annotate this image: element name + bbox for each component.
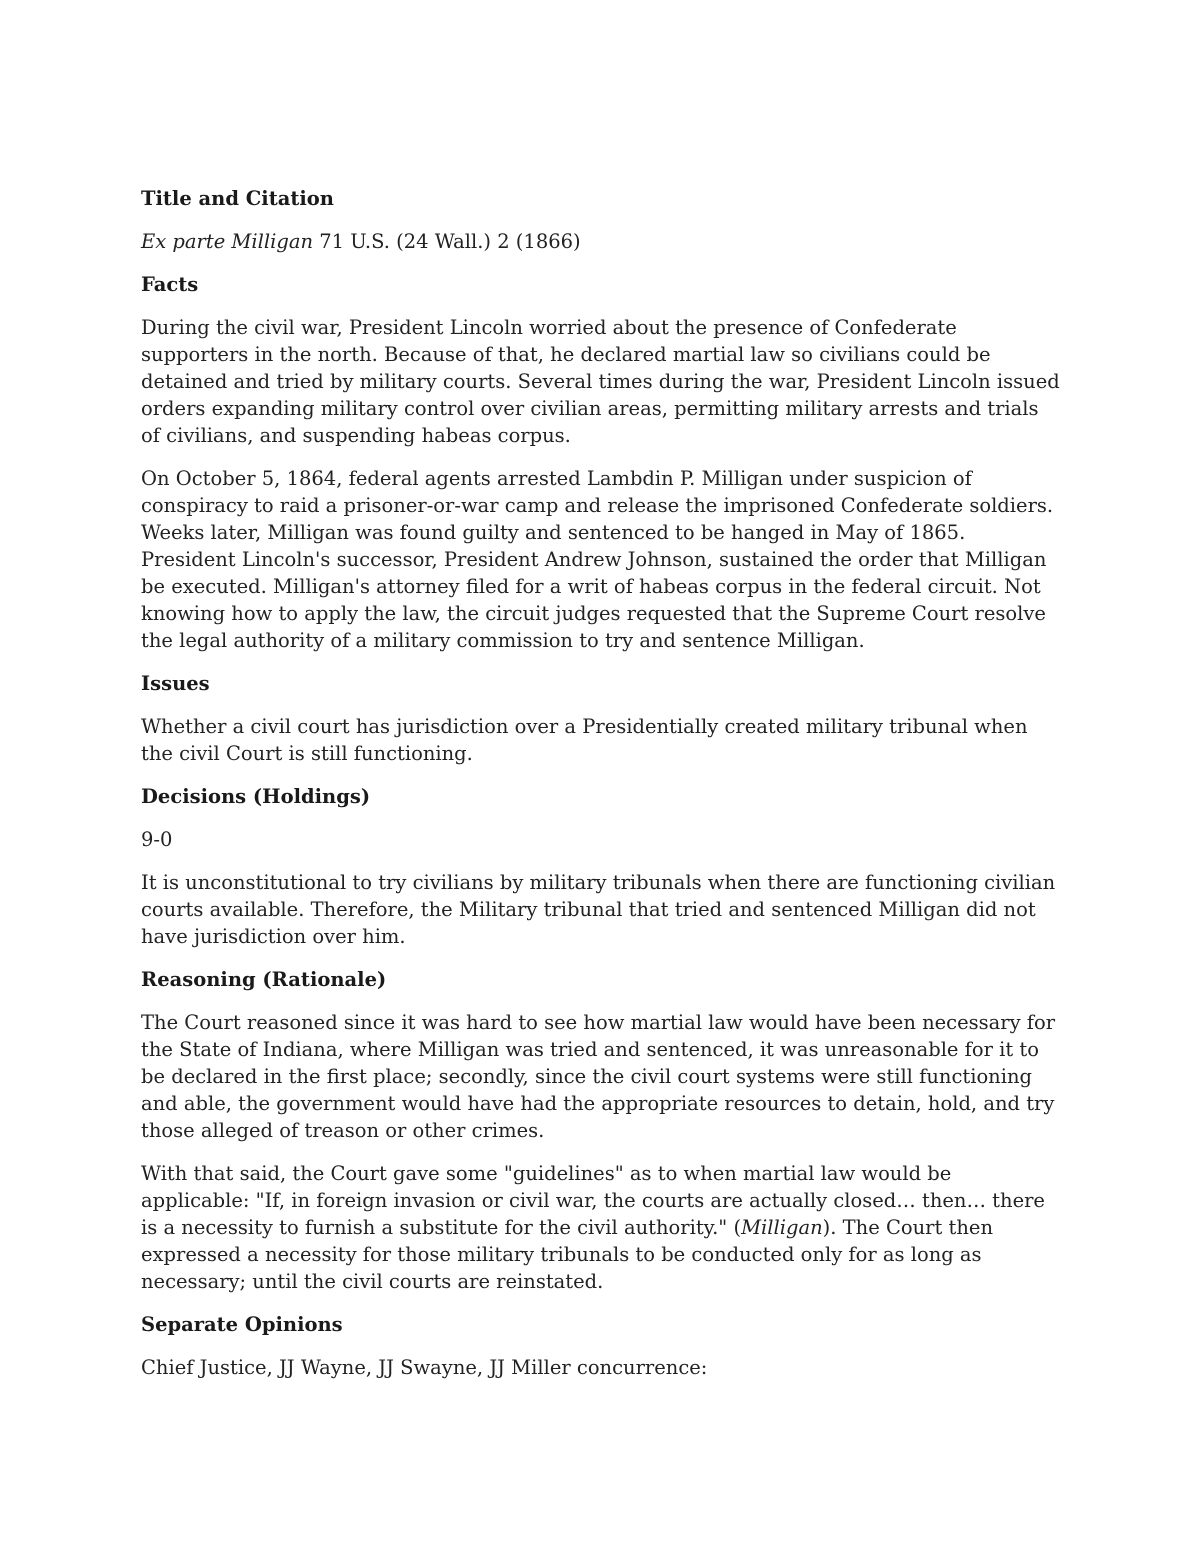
facts-paragraph-2: On October 5, 1864, federal agents arrested Lambdin P. Milligan under suspicion of conspiracy to raid a prisoner-or-war camp and release the imprisoned Confederate soldiers. Weeks later, Milligan was found guilty and sentenced to be hanged in May of 1865. President Lincoln's successor, President Andrew Johnson, sustained the order that Milligan be executed. Milligan's attorney filed for a writ of habeas corpus in the federal circuit. Not knowing how to apply the law, the circuit judges requested that the Supreme Court resolve the legal authority of a military commission to try and sentence Milligan. (141, 467, 1054, 652)
facts-paragraph-1: During the civil war, President Lincoln worried about the presence of Confederate supporters in the north. Because of that, he declared martial law so civilians could be detained and tried by military courts. Several times during the war, President Lincoln issued orders expanding military control over civilian areas, permitting military arrests and trials of civilians, and suspending habeas corpus. (141, 316, 1060, 447)
reasoning-text-before: With that said, the Court gave some "guidelines" as to when martial law would be applicable: "If, in foreign invasion or civil war, the courts are actually closed… then… there is a necessity to furnish a substitute for the civil authority." ( (141, 1162, 1045, 1239)
reasoning-paragraph-2 (141, 1160, 1061, 1295)
reasoning-text-after: ). The Court then expressed a necessity for those military tribunals to be conducted only for as long as necessary; until the civil courts are reinstated. (141, 1216, 994, 1293)
document-page (141, 185, 1061, 1397)
separate-opinions-text: Chief Justice, JJ Wayne, JJ Swayne, JJ Miller concurrence: (141, 1356, 708, 1379)
reasoning-paragraph-1: The Court reasoned since it was hard to see how martial law would have been necessary for the State of Indiana, where Milligan was tried and sentenced, it was unreasonable for it to be declared in the first place; secondly, since the civil court systems were still functioning and able, the government would have had the appropriate resources to detain, hold, and try those alleged of treason or other crimes. (141, 1011, 1056, 1142)
separate-opinions-heading: Separate Opinions (141, 1313, 343, 1336)
issues-text: Whether a civil court has jurisdiction over a Presidentially created military tribunal when the civil Court is still functioning. (141, 715, 1028, 765)
decision-text: It is unconstitutional to try civilians by military tribunals when there are functioning civilian courts available. Therefore, the Military tribunal that tried and sentenced Milligan did not have jurisdiction over him. (141, 871, 1056, 948)
decisions-heading: Decisions (Holdings) (141, 785, 371, 808)
title-citation-heading: Title and Citation (141, 187, 334, 210)
case-name: Ex parte Milligan (141, 230, 314, 253)
case-citation (141, 228, 1061, 255)
facts-heading: Facts (141, 273, 199, 296)
reasoning-case-reference: Milligan (741, 1216, 823, 1239)
issues-heading: Issues (141, 672, 210, 695)
reasoning-heading: Reasoning (Rationale) (141, 968, 387, 991)
citation-text: 71 U.S. (24 Wall.) 2 (1866) (313, 230, 581, 253)
decision-vote: 9-0 (141, 828, 173, 851)
